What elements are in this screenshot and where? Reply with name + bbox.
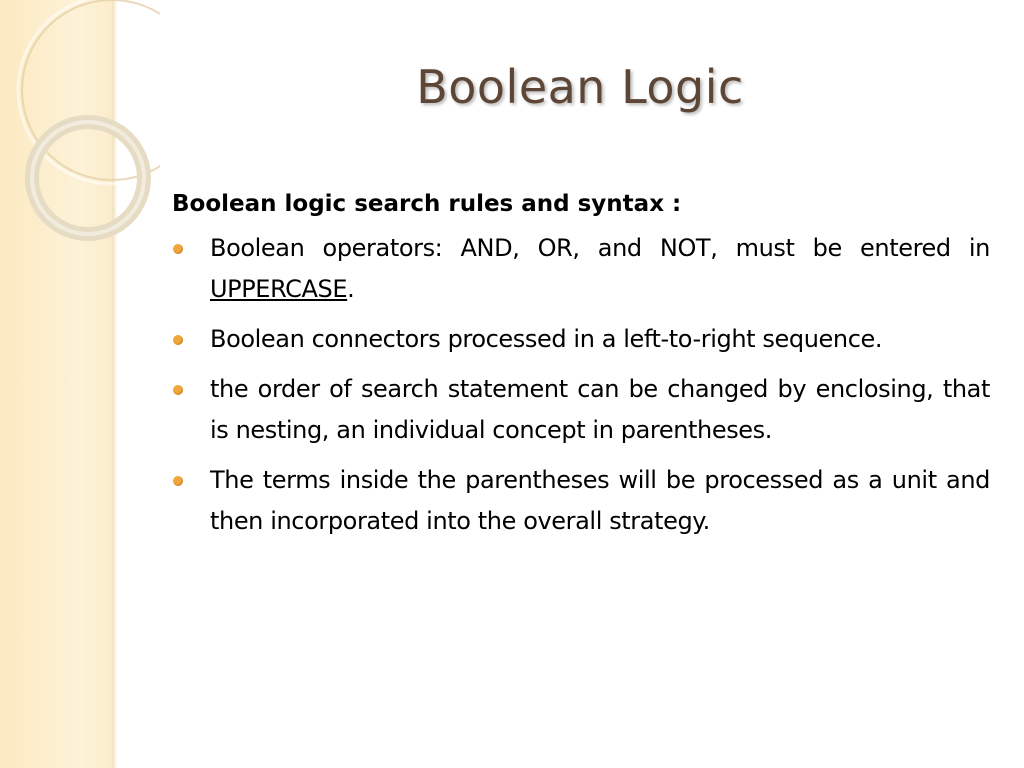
subheading: Boolean logic search rules and syntax :	[172, 191, 682, 217]
bullet-dot-icon	[173, 476, 183, 486]
bullet-dot-icon	[173, 335, 183, 345]
uppercase-emphasis: UPPERCASE	[210, 275, 348, 303]
bullet-text: Boolean operators: AND, OR, and NOT, must be entered in	[210, 234, 990, 262]
bullet-text-end: .	[347, 275, 355, 303]
bullet-text: The terms inside the parentheses will be processed as a unit and then incorporated into the overall strategy.	[210, 466, 990, 535]
bullet-item-parentheses	[172, 460, 990, 542]
bullet-item-nesting	[172, 369, 990, 451]
bullet-item-operators	[172, 228, 990, 310]
bullet-dot-icon	[173, 244, 183, 254]
bullet-list	[172, 228, 990, 542]
bullet-text: Boolean connectors processed in a left-to-right sequence.	[210, 325, 883, 353]
decorative-rings	[0, 0, 160, 280]
bullet-text: the order of search statement can be changed by enclosing, that is nesting, an individual concept in parentheses.	[210, 375, 990, 444]
bullet-item-connectors	[172, 319, 990, 360]
bullet-dot-icon	[173, 385, 183, 395]
slide-content	[172, 186, 990, 551]
slide-title: Boolean Logic	[416, 60, 744, 114]
